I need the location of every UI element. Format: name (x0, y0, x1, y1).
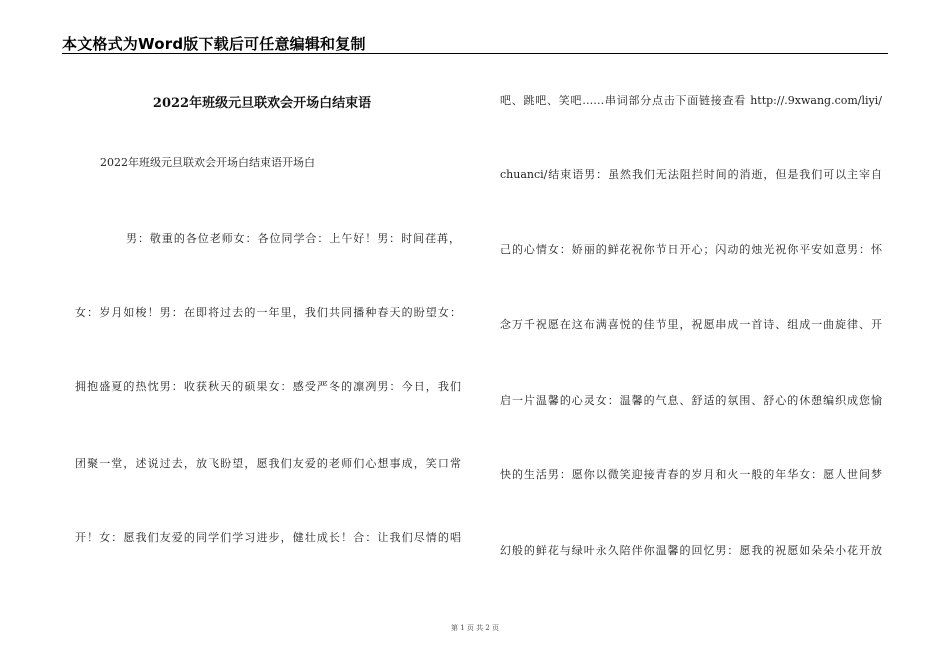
page-number: 第 1 页 共 2 页 (450, 624, 500, 632)
paragraph-line: 快的生活男：愿你以微笑迎接青春的岁月和火一般的年华女：愿人世间梦 (500, 468, 882, 481)
paragraph-line: 2022年班级元旦联欢会开场白结束语开场白 (100, 156, 315, 169)
paragraph-line: 幻般的鲜花与绿叶永久陪伴你温馨的回忆男：愿我的祝愿如朵朵小花开放 (500, 544, 882, 557)
document-title: 2022年班级元旦联欢会开场白结束语 (152, 96, 372, 111)
paragraph-line: chuanci/结束语男：虽然我们无法阻拦时间的消逝，但是我们可以主宰自 (500, 168, 882, 181)
document-banner: 本文格式为Word版下载后可任意编辑和复制 (62, 35, 366, 53)
paragraph-line: 吧、跳吧、笑吧……串词部分点击下面链接查看 http://.9xwang.com/liyi/ (500, 94, 882, 107)
banner-divider (62, 53, 888, 54)
paragraph-line: 女：岁月如梭！男：在即将过去的一年里，我们共同播种春天的盼望女： (75, 306, 461, 319)
paragraph-line: 男：敬重的各位老师女：各位同学合：上午好！男：时间荏苒， (126, 232, 460, 245)
paragraph-line: 启一片温馨的心灵女：温馨的气息、舒适的氛围、舒心的休憩编织成您愉 (500, 394, 882, 407)
paragraph-line: 团聚一堂，述说过去，放飞盼望，愿我们友爱的老师们心想事成，笑口常 (75, 457, 461, 470)
paragraph-line: 己的心情女：娇丽的鲜花祝你节日开心；闪动的烛光祝你平安如意男：怀 (500, 243, 882, 256)
paragraph-line: 开！女：愿我们友爱的同学们学习进步，健壮成长！合：让我们尽情的唱 (75, 531, 461, 544)
paragraph-line: 念万千祝愿在这布满喜悦的佳节里，祝愿串成一首诗、组成一曲旋律、开 (500, 318, 882, 331)
paragraph-line: 拥抱盛夏的热忱男：收获秋天的硕果女：感受严冬的凛冽男：今日，我们 (75, 380, 461, 393)
